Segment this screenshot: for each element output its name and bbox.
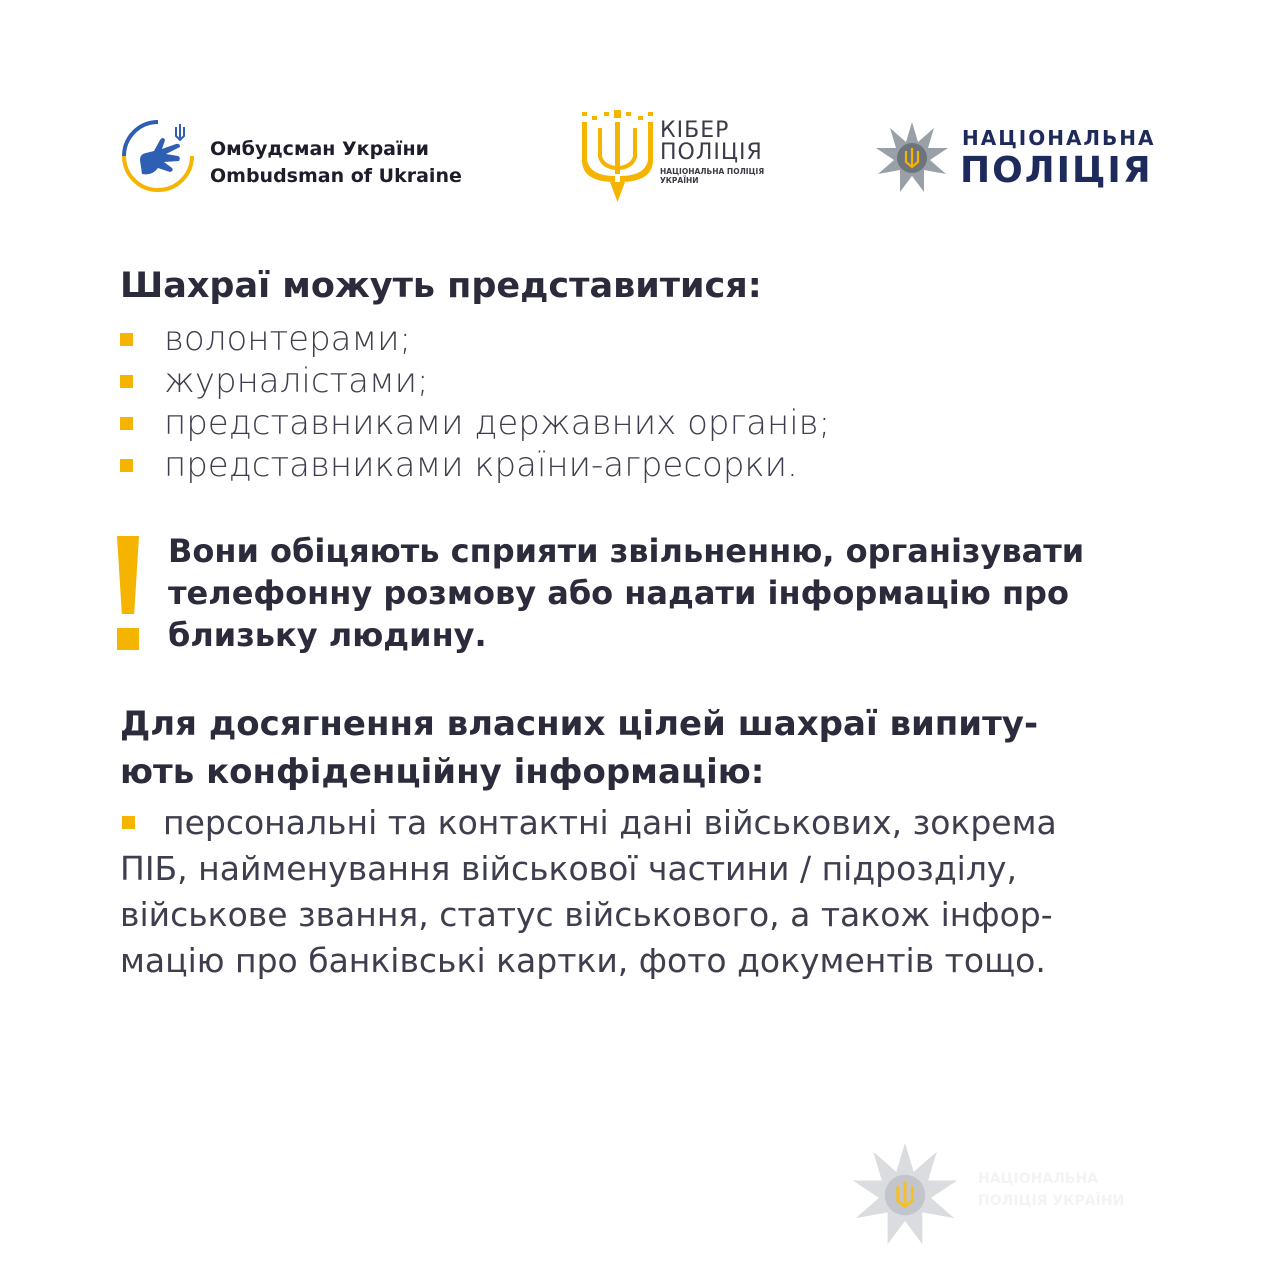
bullet-square-icon [120,333,133,346]
list-item: представниками державних органів; [118,402,830,444]
cyber-title-line1: КІБЕР [660,118,730,143]
police-star-watermark-icon [850,1140,960,1250]
section-impersonation-title: Шахраї можуть представитися: [120,266,762,306]
national-police-line1: НАЦІОНАЛЬНА [962,126,1156,150]
ombudsman-emblem-icon [118,116,198,196]
police-star-icon [874,120,950,196]
ombudsman-name-ua: Омбудсман України [210,138,429,160]
police-watermark: НАЦІОНАЛЬНА ПОЛІЦІЯ УКРАЇНИ [850,1140,1190,1250]
section-data-title: Для досягнення власних цілей шахраї випиту- ють конфіденційну інформацію: [120,704,1039,792]
impersonation-list [118,318,830,486]
cyber-sub-line1: НАЦІОНАЛЬНА ПОЛІЦІЯ [660,167,765,176]
national-police-logo [874,120,1174,195]
list-item: представниками країни-агресорки. [118,444,830,486]
ombudsman-logo [118,116,498,196]
list-item: журналістами; [118,360,830,402]
national-police-line2: ПОЛІЦІЯ [960,150,1153,191]
partner-logos-header [0,100,1280,210]
exclamation-icon [116,536,142,652]
warning-text: Вони обіцяють сприяти звільненню, організувати телефонну розмову або надати інформацію про близьку людину. [168,532,1085,654]
cyber-title-line2: ПОЛІЦІЯ [660,140,763,165]
list-item: волонтерами; [118,318,830,360]
bullet-square-icon [120,375,133,388]
bullet-square-icon [120,459,133,472]
section-data-body: персональні та контактні дані військових, зокрема ПІБ, найменування військової частини / підрозділу, військове звання, статус військового, а також інфор- мацію про банківські картки, фото документів тощо. [120,803,1057,980]
cyber-sub-line2: УКРАЇНИ [660,176,699,185]
cyber-trident-icon [578,110,658,205]
ombudsman-name-en: Ombudsman of Ukraine [210,165,462,187]
bullet-square-icon [122,816,135,829]
bullet-square-icon [120,417,133,430]
cyber-police-logo [578,110,798,205]
